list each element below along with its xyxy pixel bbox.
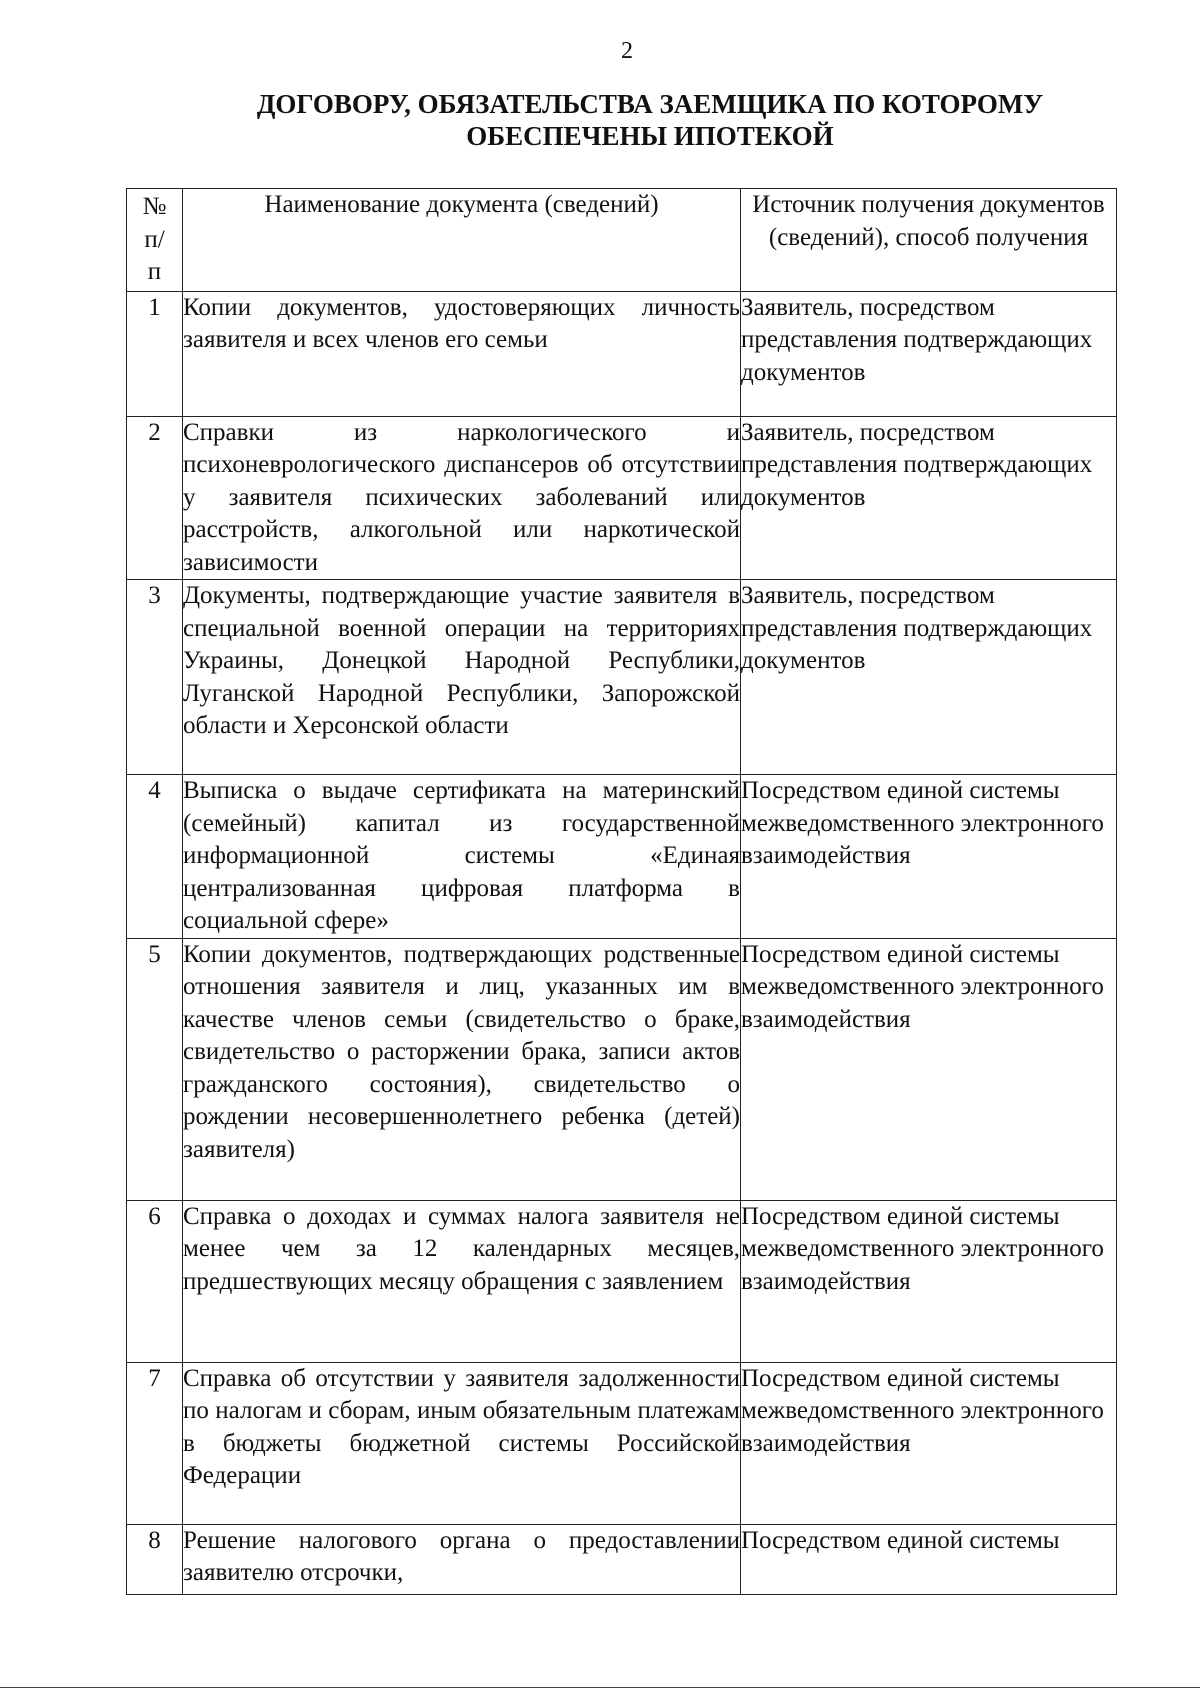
row-source: Заявитель, посредством представления подтверждающих документов (741, 416, 1117, 580)
row-number: 2 (127, 416, 183, 580)
document-title-line-2: ОБЕСПЕЧЕНЫ ИПОТЕКОЙ (466, 121, 834, 151)
row-number: 3 (127, 580, 183, 775)
row-source: Посредством единой системы (741, 1524, 1117, 1594)
table-row (127, 1200, 1117, 1362)
table-row (127, 291, 1117, 416)
header-document-name: Наименование документа (сведений) (183, 189, 741, 292)
header-number-line-2: п/ (144, 225, 165, 253)
table-row (127, 938, 1117, 1200)
documents-table (126, 188, 1117, 1595)
header-number-line-3: п (147, 258, 162, 285)
row-source: Посредством единой системы межведомственного электронного взаимодействия (741, 938, 1117, 1200)
row-number: 1 (127, 291, 183, 416)
table-row (127, 775, 1117, 939)
row-source: Заявитель, посредством представления подтверждающих документов (741, 580, 1117, 775)
document-title (150, 88, 1150, 152)
row-source: Посредством единой системы межведомственного электронного взаимодействия (741, 775, 1117, 939)
row-source: Посредством единой системы межведомственного электронного взаимодействия (741, 1200, 1117, 1362)
row-document-name: Копии документов, удостоверяющих личность заявителя и всех членов его семьи (183, 291, 741, 416)
header-source: Источник получения документов (сведений), способ получения (741, 189, 1117, 292)
row-document-name: Выписка о выдаче сертификата на материнский (семейный) капитал из государственной информационной системы «Единая централизованная цифровая платформа в социальной сфере» (183, 775, 741, 939)
table-row (127, 1362, 1117, 1524)
row-number: 4 (127, 775, 183, 939)
row-source: Заявитель, посредством представления подтверждающих документов (741, 291, 1117, 416)
table-header-row (127, 189, 1117, 292)
row-number: 6 (127, 1200, 183, 1362)
row-document-name: Справка о доходах и суммах налога заявителя не менее чем за 12 календарных месяцев, предшествующих месяцу обращения с заявлением (183, 1200, 741, 1362)
row-source: Посредством единой системы межведомственного электронного взаимодействия (741, 1362, 1117, 1524)
row-document-name: Справки из наркологического и психоневрологического диспансеров об отсутствии у заявителя психических заболеваний или расстройств, алкогольной или наркотической зависимости (183, 416, 741, 580)
row-number: 5 (127, 938, 183, 1200)
row-document-name: Копии документов, подтверждающих родственные отношения заявителя и лиц, указанных им в качестве членов семьи (свидетельство о браке, свидетельство о расторжении брака, записи актов гражданского состояния), свидетельство о рождении несовершеннолетнего ребенка (детей) заявителя) (183, 938, 741, 1200)
row-document-name: Справка об отсутствии у заявителя задолженности по налогам и сборам, иным обязательным платежам в бюджеты бюджетной системы Российской Федерации (183, 1362, 741, 1524)
table-row (127, 1524, 1117, 1594)
page-number: 2 (621, 38, 633, 64)
header-number (127, 189, 183, 292)
row-number: 8 (127, 1524, 183, 1594)
row-number: 7 (127, 1362, 183, 1524)
table-row (127, 416, 1117, 580)
table-row (127, 580, 1117, 775)
row-document-name: Документы, подтверждающие участие заявителя в специальной военной операции на территориях Украины, Донецкой Народной Республики, Луганской Народной Республики, Запорожской области и Херсонской области (183, 580, 741, 775)
row-document-name: Решение налогового органа о предоставлении заявителю отсрочки, (183, 1524, 741, 1594)
document-title-line-1: ДОГОВОРУ, ОБЯЗАТЕЛЬСТВА ЗАЕМЩИКА ПО КОТОРОМУ (256, 89, 1044, 119)
header-number-line-1: № (142, 193, 167, 220)
page-bottom-rule (0, 1687, 1200, 1688)
